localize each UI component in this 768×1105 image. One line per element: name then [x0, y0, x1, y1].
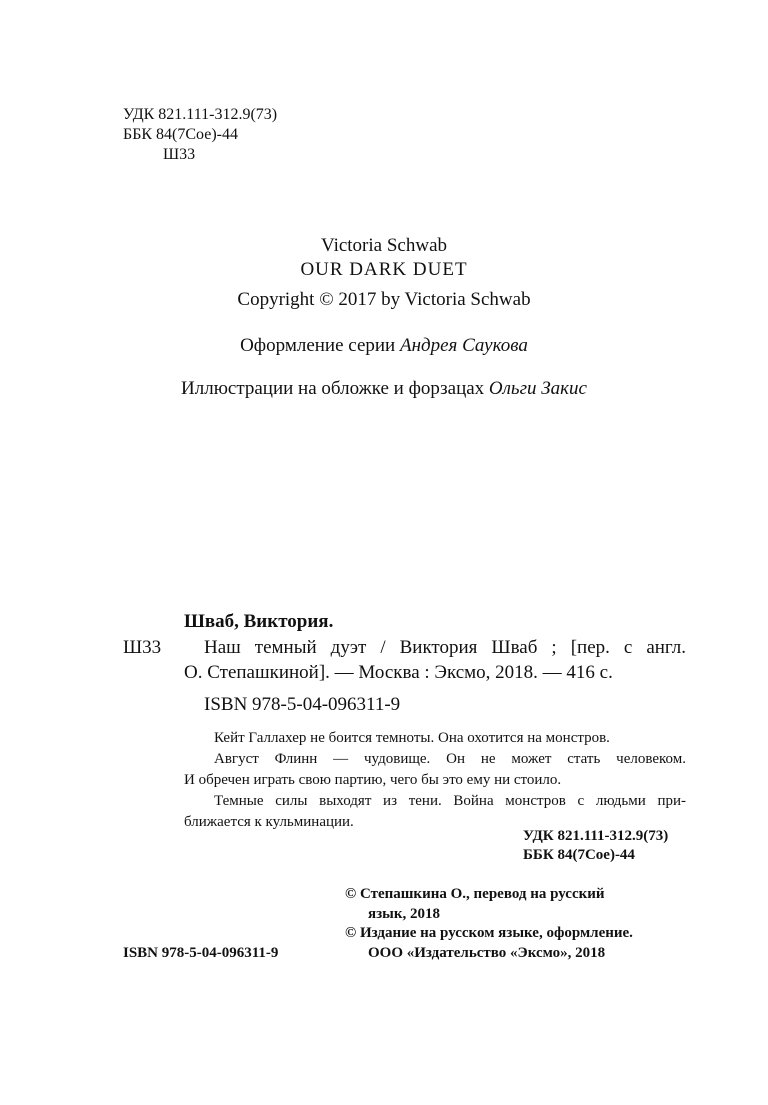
catalog-line-1: Наш темный дуэт / Виктория Шваб ; [пер. с англ.: [204, 637, 686, 658]
annotation-line-4: Темные силы выходят из тени. Война монстров с людьми при-: [214, 793, 686, 809]
original-author: Victoria Schwab: [320, 235, 447, 256]
author-mark: Ш33: [163, 146, 196, 163]
copyright-translation-line-2: язык, 2018: [368, 906, 440, 922]
illustrations-name: Ольги Закис: [488, 378, 587, 399]
udk-code: УДК 821.111-312.9(73): [123, 106, 278, 123]
annotation-line-3: И обречен играть свою партию, чего бы это ему ни стоило.: [184, 772, 562, 788]
copyright-translation-line-1: © Степашкина О., перевод на русский: [345, 886, 605, 902]
series-design-name: Андрея Саукова: [399, 335, 528, 356]
illustrations-label: Иллюстрации на обложке и форзацах: [181, 378, 485, 399]
bbk-code: ББК 84(7Сое)-44: [123, 126, 238, 143]
original-title: OUR DARK DUET: [300, 259, 468, 280]
copyright-edition-line-1: © Издание на русском языке, оформление.: [345, 925, 633, 941]
annotation-line-5: ближается к кульминации.: [184, 814, 354, 830]
original-copyright: Copyright © 2017 by Victoria Schwab: [237, 289, 531, 310]
isbn-footer: ISBN 978-5-04-096311-9: [123, 945, 279, 961]
udk-code-bottom: УДК 821.111-312.9(73): [523, 828, 669, 844]
series-design-label: Оформление серии: [240, 335, 396, 356]
series-design-credit: [0, 334, 768, 358]
catalog-isbn: ISBN 978-5-04-096311-9: [204, 694, 401, 715]
catalog-heading: Шваб, Виктория.: [184, 611, 334, 632]
illustrations-credit: [0, 377, 768, 401]
annotation-line-1: Кейт Галлахер не боится темноты. Она охотится на монстров.: [214, 730, 610, 746]
bbk-code-bottom: ББК 84(7Сое)-44: [523, 847, 635, 863]
copyright-edition-line-2: ООО «Издательство «Эксмо», 2018: [368, 945, 606, 961]
annotation-line-2: Август Флинн — чудовище. Он не может стать человеком.: [214, 751, 686, 767]
catalog-line-2: О. Степашкиной]. — Москва : Эксмо, 2018. — 416 с.: [184, 662, 613, 683]
catalog-mark: Ш33: [123, 637, 162, 658]
